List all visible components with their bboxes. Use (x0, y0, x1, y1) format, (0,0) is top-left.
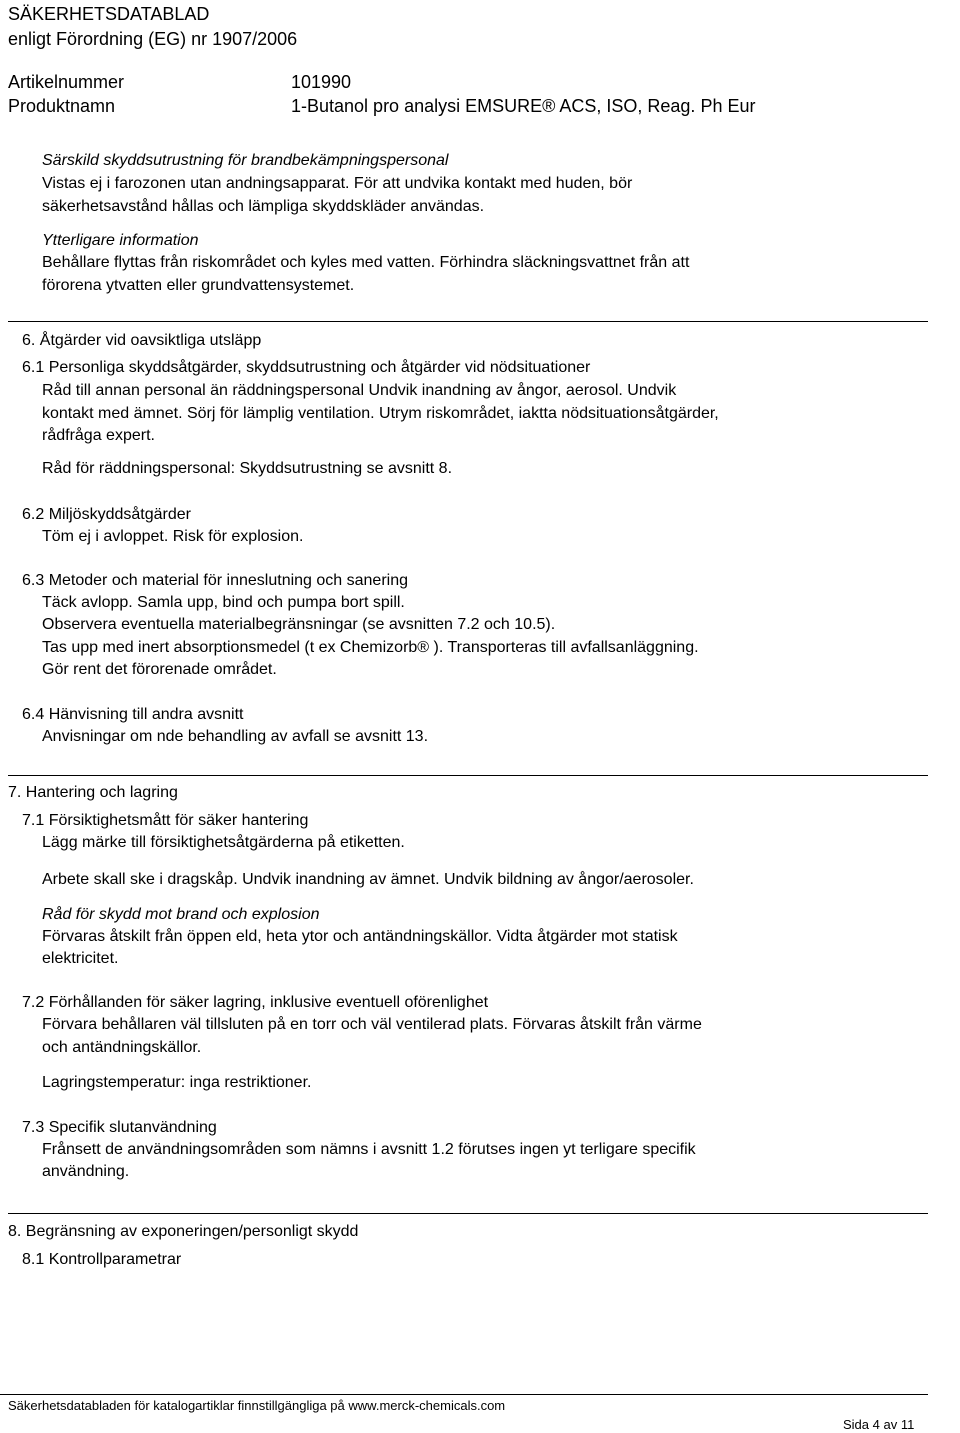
section-divider (8, 775, 928, 776)
section-7-1-line: Arbete skall ske i dragskåp. Undvik inandning av ämnet. Undvik bildning av ångor/aerosoler. (42, 871, 694, 888)
document-title: SÄKERHETSDATABLAD (8, 4, 210, 24)
additional-info-line: Behållare flyttas från riskområdet och kyles med vatten. Förhindra släckningsvattnet från att (42, 254, 690, 271)
section-7-2-line: Förvara behållaren väl tillsluten på en torr och väl ventilerad plats. Förvaras åtskilt från värme (42, 1016, 702, 1033)
section-6-3-line: Gör rent det förorenade området. (42, 661, 277, 678)
section-6-1-line: rådfråga expert. (42, 427, 155, 444)
additional-info-heading: Ytterligare information (42, 232, 199, 249)
page-number: Sida 4 av 11 (843, 1417, 915, 1432)
section-7-title: 7. Hantering och lagring (8, 784, 178, 801)
section-6-1-title: 6.1 Personliga skyddsåtgärder, skyddsutrustning och åtgärder vid nödsituationer (22, 359, 591, 376)
ppe-text-line: säkerhetsavstånd hållas och lämpliga skyddskläder användas. (42, 198, 485, 215)
section-divider (8, 1213, 928, 1214)
section-8-1-title: 8.1 Kontrollparametrar (22, 1251, 182, 1268)
regulation-subtitle: enligt Förordning (EG) nr 1907/2006 (8, 29, 298, 49)
section-7-1-title: 7.1 Försiktighetsmått för säker hantering (22, 812, 309, 829)
section-6-3-line: Tas upp med inert absorptionsmedel (t ex Chemizorb® ). Transporteras till avfallsanläggning. (42, 639, 699, 656)
product-name-label: Produktnamn (8, 96, 116, 116)
section-6-4-title: 6.4 Hänvisning till andra avsnitt (22, 706, 244, 723)
section-7-2-line: Lagringstemperatur: inga restriktioner. (42, 1074, 312, 1091)
fire-protection-heading: Råd för skydd mot brand och explosion (42, 906, 320, 923)
section-6-title: 6. Åtgärder vid oavsiktliga utsläpp (22, 332, 262, 349)
article-number-label: Artikelnummer (8, 72, 125, 92)
section-7-3-line: användning. (42, 1163, 130, 1180)
section-6-2-line: Töm ej i avloppet. Risk för explosion. (42, 528, 304, 545)
fire-protection-line: elektricitet. (42, 950, 119, 967)
fire-protection-line: Förvaras åtskilt från öppen eld, heta ytor och antändningskällor. Vidta åtgärder mot statisk (42, 928, 678, 945)
section-divider (8, 321, 928, 322)
ppe-heading: Särskild skyddsutrustning för brandbekämpningspersonal (42, 152, 449, 169)
footer-website-note: Säkerhetsdatabladen för katalogartiklar finnstillgängliga på www.merck-chemicals.com (8, 1398, 506, 1413)
section-6-1-line: Råd till annan personal än räddningspersonal Undvik inandning av ångor, aerosol. Undvik (42, 382, 677, 399)
section-6-2-title: 6.2 Miljöskyddsåtgärder (22, 506, 191, 523)
product-name-value: 1-Butanol pro analysi EMSURE® ACS, ISO, Reag. Ph Eur (291, 96, 756, 116)
section-6-1-line: kontakt med ämnet. Sörj för lämplig ventilation. Utrym riskområdet, iaktta nödsituationsåtgärder, (42, 405, 719, 422)
section-7-3-title: 7.3 Specifik slutanvändning (22, 1119, 217, 1136)
footer-divider (0, 1394, 928, 1395)
article-number-value: 101990 (291, 72, 352, 92)
section-6-3-line: Täck avlopp. Samla upp, bind och pumpa bort spill. (42, 594, 405, 611)
section-6-1-line: Råd för räddningspersonal: Skyddsutrustning se avsnitt 8. (42, 460, 453, 477)
section-7-2-title: 7.2 Förhållanden för säker lagring, inklusive eventuell oförenlighet (22, 994, 489, 1011)
section-6-3-title: 6.3 Metoder och material för inneslutning och sanering (22, 572, 408, 589)
section-7-1-line: Lägg märke till försiktighetsåtgärderna på etiketten. (42, 834, 405, 851)
section-7-2-line: och antändningskällor. (42, 1039, 202, 1056)
section-6-3-line: Observera eventuella materialbegränsningar (se avsnitten 7.2 och 10.5). (42, 616, 556, 633)
section-6-4-line: Anvisningar om nde behandling av avfall se avsnitt 13. (42, 728, 429, 745)
section-8-title: 8. Begränsning av exponeringen/personligt skydd (8, 1223, 359, 1240)
ppe-text-line: Vistas ej i farozonen utan andningsapparat. För att undvika kontakt med huden, bör (42, 175, 633, 192)
section-7-3-line: Frånsett de användningsområden som nämns i avsnitt 1.2 förutses ingen yt terligare specifik (42, 1141, 696, 1158)
additional-info-line: förorena ytvatten eller grundvattensystemet. (42, 277, 355, 294)
